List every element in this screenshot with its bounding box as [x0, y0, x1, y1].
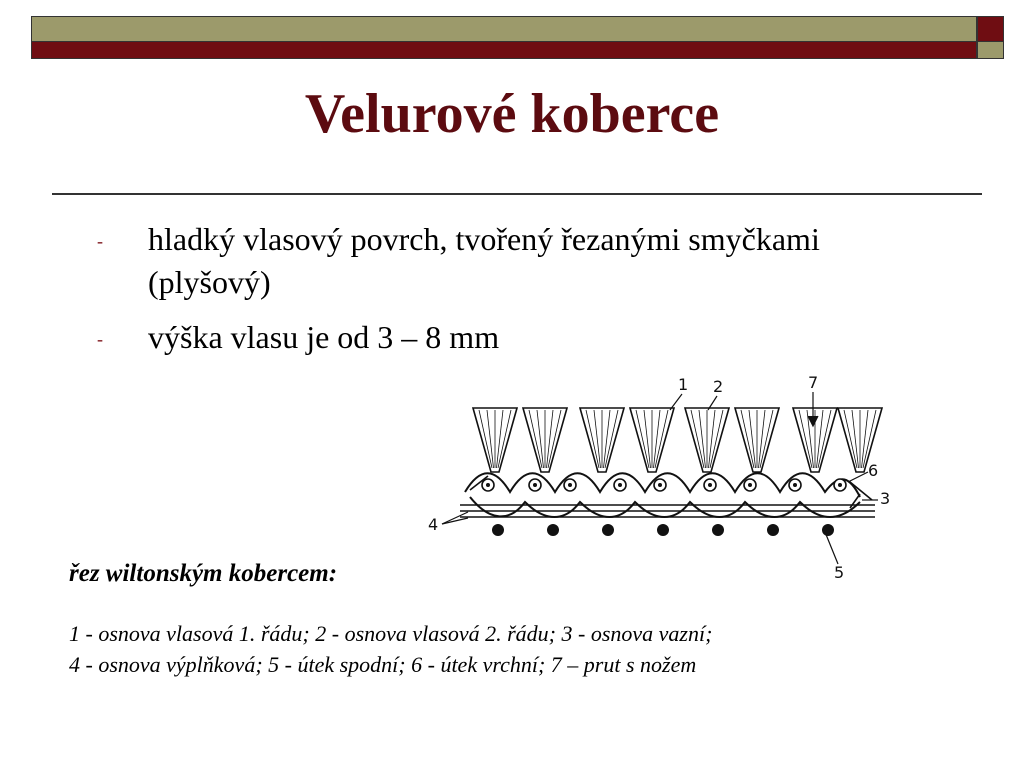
legend-line: 4 - osnova výplňková; 5 - útek spodní; 6 - útek vrchní; 7 – prut s nožem — [69, 652, 697, 677]
label-4: 4 — [428, 515, 439, 534]
label-1: 1 — [678, 375, 689, 394]
legend-line: 1 - osnova vlasová 1. řádu; 2 - osnova vlasová 2. řádu; 3 - osnova vazní; — [69, 621, 713, 646]
pile-tufts — [473, 408, 882, 472]
lower-weft — [822, 524, 834, 536]
bullet-marker: - — [97, 231, 103, 251]
lower-weft — [492, 524, 504, 536]
corner-square-red — [977, 16, 1004, 42]
lower-weft — [657, 524, 669, 536]
weft-core — [658, 483, 662, 487]
weft-core — [838, 483, 842, 487]
weft-core — [618, 483, 622, 487]
diagram-caption-title: řez wiltonským kobercem: — [69, 560, 338, 587]
label-7: 7 — [808, 373, 819, 392]
label-2: 2 — [713, 377, 724, 396]
weft-core — [748, 483, 752, 487]
weft-core — [533, 483, 537, 487]
bullet-item — [92, 316, 892, 359]
wilton-carpet-cross-section-diagram — [420, 372, 900, 582]
label-3: 3 — [880, 489, 891, 508]
weft-core — [793, 483, 797, 487]
weft-core — [708, 483, 712, 487]
label-5: 5 — [834, 563, 845, 582]
weft-core — [568, 483, 572, 487]
lower-weft — [547, 524, 559, 536]
label-6: 6 — [868, 461, 879, 480]
bullet-text: výška vlasu je od 3 – 8 mm — [148, 319, 500, 355]
bullet-marker: - — [97, 329, 103, 349]
top-band-red — [31, 42, 977, 59]
corner-square-olive — [977, 42, 1004, 59]
weft-yarns — [482, 479, 846, 536]
slide-title: Velurové koberce — [304, 83, 720, 145]
title-divider — [52, 193, 982, 195]
lower-weft — [712, 524, 724, 536]
bullet-text: hladký vlasový povrch, tvořený řezanými smyčkami (plyšový) — [148, 221, 820, 300]
bullet-list — [92, 218, 892, 371]
weave-structure — [460, 473, 875, 517]
lower-weft — [767, 524, 779, 536]
weft-core — [486, 483, 490, 487]
diagram-legend — [69, 618, 712, 680]
lower-weft — [602, 524, 614, 536]
bullet-item — [92, 218, 892, 304]
top-band-olive — [31, 16, 977, 42]
